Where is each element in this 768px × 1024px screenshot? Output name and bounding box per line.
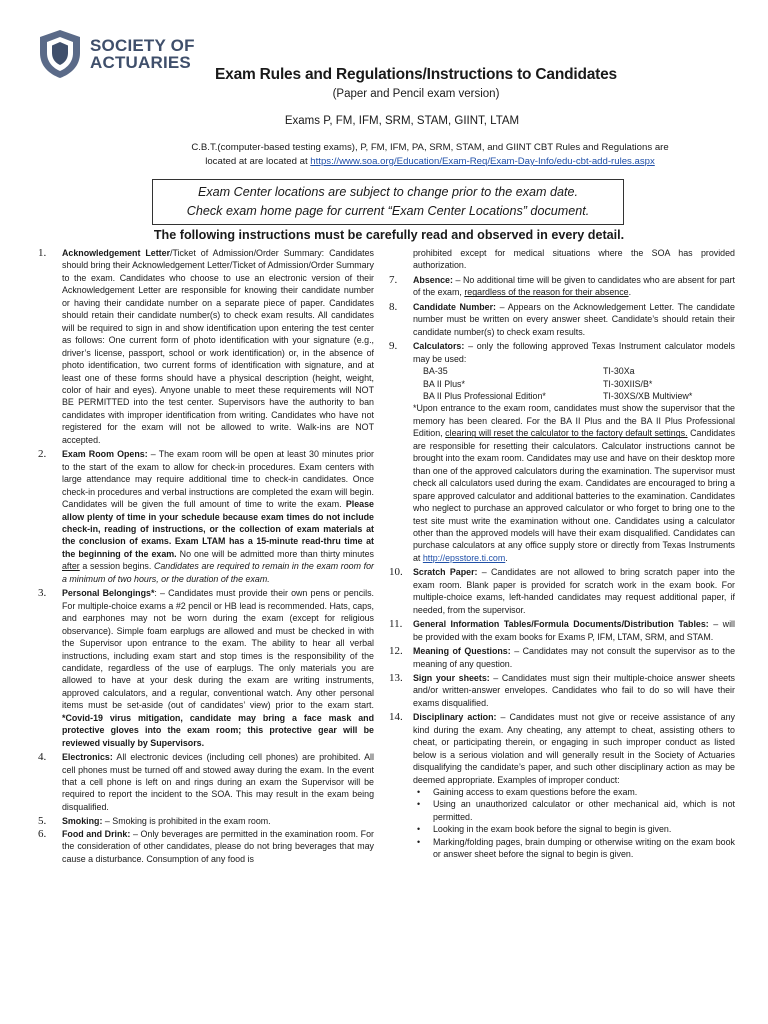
logo-line-1: SOCIETY OF bbox=[90, 36, 195, 55]
cbt-note bbox=[170, 141, 690, 169]
exam-center-notice bbox=[152, 179, 624, 225]
rule-title: Scratch Paper: bbox=[413, 567, 478, 578]
rule-title: Disciplinary action: bbox=[413, 712, 497, 723]
list-item-text: Looking in the exam book before the signal to begin is given. bbox=[433, 824, 672, 835]
cbt-rules-link[interactable]: https://www.soa.org/Education/Exam-Req/Exam-Day-Info/edu-cbt-add-rules.aspx bbox=[310, 156, 655, 167]
rule-body-continued: prohibited except for medical situations where the SOA has provided authorization. bbox=[413, 248, 735, 271]
rule-body: a session begins. bbox=[79, 561, 154, 572]
list-item-text: Marking/folding pages, brain dumping or otherwise writing on the exam book or answer sheet before the signal to begin is given. bbox=[433, 836, 735, 860]
rule-item bbox=[389, 340, 735, 564]
notice-line-1: Exam Center locations are subject to change prior to the exam date. bbox=[197, 185, 579, 199]
rule-text bbox=[62, 587, 374, 749]
rule-text bbox=[413, 645, 735, 670]
rule-underline: after bbox=[62, 561, 80, 572]
rule-title: Candidate Number: bbox=[413, 301, 497, 312]
right-column bbox=[389, 247, 735, 861]
rule-item bbox=[38, 828, 374, 865]
rule-number: 13. bbox=[389, 671, 403, 684]
cbt-note-prefix: located at are located at bbox=[205, 156, 311, 167]
rule-title: Electronics: bbox=[62, 752, 113, 763]
rule-number: 5. bbox=[38, 815, 47, 828]
rule-italic: Candidates are required to remain in the exam room for a minimum of two hours, or the duration of the exam. bbox=[62, 561, 374, 584]
rule-title: Absence: bbox=[413, 274, 453, 285]
rule-body: – only the following approved Texas Instrument calculator models may be used: bbox=[413, 341, 735, 364]
rule-number: 1. bbox=[38, 247, 47, 259]
rule-title: Acknowledgement Letter bbox=[62, 248, 171, 258]
rule-body: – Only beverages are permitted in the examination room. For the consideration of other candidates, please do not bring beverages that may cause a disturbance. Consumption of any food is bbox=[62, 828, 374, 864]
rule-body: – will be provided with the exam books for Exams P, IFM, LTAM, SRM, and STAM. bbox=[413, 619, 735, 642]
rule-text bbox=[413, 672, 735, 709]
page-title: Exam Rules and Regulations/Instructions to Candidates bbox=[215, 66, 617, 83]
rule-title: Calculators: bbox=[413, 341, 465, 352]
rule-body: *Upon entrance to the exam room, candidates must show the supervisor that the memory has been cleared. For the BA II Plus and the BA II Plus Professional Edition, bbox=[413, 403, 735, 439]
bullet-icon: • bbox=[417, 787, 421, 798]
rule-number: 12. bbox=[389, 645, 403, 658]
rule-title: Sign your sheets: bbox=[413, 672, 490, 683]
rule-number: 2. bbox=[38, 448, 47, 461]
rule-body: – Candidates must not give or receive assistance of any kind during the exam. Any cheating, any attempt to cheat, assisting others to cheat, or participating therein, or engaging in such improper conduct as listed below is a serious violation and will generally result in the Society of Actuaries disqualifying the candidate’s paper, and such other disciplinary action as may be deemed appropriate. Examples of improper conduct: bbox=[413, 712, 735, 785]
rule-number: 14. bbox=[389, 711, 403, 724]
calculator-model: TI-30XS/XB Multiview* bbox=[603, 390, 693, 401]
cbt-note-line-1: C.B.T.(computer-based testing exams), P, FM, IFM, PA, SRM, STAM, and GIINT CBT Rules and Regulations are bbox=[191, 142, 669, 153]
rule-text bbox=[62, 247, 374, 446]
rule-item bbox=[389, 566, 735, 616]
rule-number: 8. bbox=[389, 300, 398, 313]
rule-body: Candidates are responsible for resetting their calculators. Calculator instructions cannot be brought into the exam room. Candidates may use and have on their desktop more than one of the approved calculators during the examination. The supervisor must check all calculators used during the exam. Candidates are encouraged to bring a spare approved calculator and additional batteries to the examination. Candidates who neglect to purchase an approved calculator or who forget to bring one to the test site must write the examination without one. Candidates using a calculator other than the approved models will have their exam disqualified. Candidates can purchase calculators at any office supply store or directly from Texas Instruments at bbox=[413, 428, 736, 563]
ti-store-link[interactable]: http://epsstore.ti.com bbox=[422, 552, 506, 563]
rule-body: All electronic devices (including cell phones) are prohibited. All cell phones must be turned off and stowed away during the exam. In the event that a cell phone is left on and rings during an exam the Supervisor will be required to report the incident to the SOA. This may result in the exam being disqualified. bbox=[62, 752, 374, 812]
calculator-model: BA II Plus* bbox=[423, 378, 465, 389]
rule-item bbox=[389, 672, 735, 709]
rule-body: – Candidates must sign their multiple-choice answer sheets and/or written-answer envelopes. Candidates who fail to do so will have their exams disqualified. bbox=[413, 672, 735, 708]
rule-item bbox=[389, 711, 735, 860]
rule-item bbox=[38, 751, 374, 813]
rule-title: Smoking: bbox=[62, 816, 103, 827]
rule-body: – Candidates may not consult the supervisor as to the meaning of any question. bbox=[413, 646, 736, 669]
list-item-text: Using an unauthorized calculator or other mechanical aid, which is not permitted. bbox=[433, 799, 735, 822]
bullet-icon: • bbox=[417, 836, 421, 847]
rule-number: 3. bbox=[38, 587, 47, 600]
cbt-note-line-2 bbox=[170, 155, 690, 169]
calculator-model: BA-35 bbox=[423, 366, 448, 377]
rule-item bbox=[38, 815, 374, 827]
rule-title: Personal Belongings bbox=[62, 588, 151, 599]
rule-underline: clearing will reset the calculator to the factory default settings. bbox=[445, 428, 688, 439]
rule-body: No one will be admitted more than thirty minutes bbox=[176, 548, 374, 559]
rule-body: – Appears on the Acknowledgement Letter. The candidate number must be written on every answer sheet. Candidate’s should retain their candidate number(s) to check exam results. bbox=[413, 301, 735, 337]
rule-item bbox=[389, 645, 735, 670]
rule-text bbox=[413, 618, 735, 643]
instructions-lead: The following instructions must be carefully read and observed in every detail. bbox=[153, 228, 625, 242]
rule-text bbox=[62, 751, 374, 813]
rule-text bbox=[413, 711, 735, 860]
rule-body: . bbox=[505, 552, 508, 563]
rule-text bbox=[62, 828, 374, 865]
rule-text bbox=[413, 301, 735, 338]
left-column bbox=[38, 247, 374, 865]
rule-number: 11. bbox=[389, 618, 403, 631]
rule-number: 4. bbox=[38, 751, 47, 764]
exam-list: Exams P, FM, IFM, SRM, STAM, GIINT, LTAM bbox=[284, 115, 520, 127]
rule-body: – Smoking is prohibited in the exam room. bbox=[102, 816, 271, 827]
page-subtitle: (Paper and Pencil exam version) bbox=[332, 88, 500, 100]
rule-body: – The exam room will be open at least 30 minutes prior to the start of the exam to allow for check-in procedures. Exam centers with large attendance may require additional time to check-in candidates. Once check-in procedures and verbal instructions are completed the exam will begin. Candidates will be given the full amount of time to write the exam. bbox=[62, 449, 374, 510]
list-item-text: Gaining access to exam questions before the exam. bbox=[433, 787, 638, 798]
rule-title: Meaning of Questions: bbox=[413, 646, 511, 657]
rule-emphasis: Please allow plenty of time in your schedule because exam times do not include check-in, reading of instructions, or the collection of exam materials at the conclusion of exams. Exam LTAM has a 15-minute read-thru time at the beginning of the exam. bbox=[62, 499, 374, 559]
notice-line-2: Check exam home page for current “Exam Center Locations” document. bbox=[186, 204, 590, 218]
rule-item bbox=[38, 448, 374, 585]
rule-underline: regardless of the reason for their absence bbox=[464, 287, 629, 298]
rule-number: 10. bbox=[389, 566, 403, 579]
rule-title: General Information Tables/Formula Documents/Distribution Tables: bbox=[413, 619, 709, 630]
rule-number: 7. bbox=[389, 273, 398, 286]
rule-number: 6. bbox=[38, 827, 47, 840]
rule-body: /Ticket of Admission/Order Summary: Candidates should bring their Acknowledgement Letter/Ticket of Admission/Order Summary to the exam. Candidates who choose to use an electronic version of their Acknowledgement Letter are responsible for knowing their candidate number or having their candidate number on a separate piece of paper. Candidates should retain their candidate number(s) to check exam results. All candidates will be required to sign in and show identification upon entering the test center as follows: One current form of photo identification with your signature (e.g., driver’s license, passport, school or work identification) or, in the absence of photo identification, two current forms of identification with signature, and at least one of these forms should have a physical description (height, weight, color of hair and eyes). Anyone unable to meet these requirements will NOT BE PERMITTED into the test center. Supervisors have the authority to ban candidates with improper identification from writing. Candidates who have not registered for the exam will not be allowed to write. Walk-ins are NOT accepted. bbox=[62, 248, 374, 445]
rule-text bbox=[413, 566, 735, 616]
rule-item bbox=[389, 274, 735, 299]
rule-item bbox=[389, 301, 735, 338]
rule-text bbox=[62, 448, 374, 585]
rule-body: – Candidates are not allowed to bring scratch paper into the exam room. Blank paper is provided for scratch work in the exam book. For multiple-choice exams, left-handed candidates may request additional paper, if needed, from the supervisor. bbox=[413, 567, 735, 615]
calculator-model: TI-30XIIS/B* bbox=[603, 378, 653, 389]
calculator-model: TI-30Xa bbox=[603, 366, 635, 377]
rule-body: . bbox=[628, 287, 632, 298]
list-item bbox=[413, 798, 735, 823]
rule-number: 9. bbox=[389, 340, 398, 353]
calculator-list bbox=[413, 365, 735, 402]
rule-emphasis: *Covid-19 virus mitigation, candidate may bring a face mask and protective gloves into the exam room; this protective gear will be reviewed visually by Supervisors. bbox=[62, 712, 374, 748]
list-item bbox=[413, 823, 735, 835]
rule-body: – No additional time will be given to candidates who are absent for part of the exam, bbox=[413, 274, 735, 298]
rule-mark: * bbox=[150, 588, 155, 599]
rule-item bbox=[389, 618, 735, 643]
rule-item bbox=[38, 587, 374, 749]
rule-text bbox=[413, 274, 735, 299]
list-item bbox=[413, 786, 735, 798]
bullet-icon: • bbox=[417, 799, 421, 810]
logo-line-2: ACTUARIES bbox=[90, 53, 191, 72]
bullet-icon: • bbox=[417, 824, 421, 835]
rule-text bbox=[62, 815, 374, 827]
rule-item bbox=[38, 247, 374, 446]
rule-title: Exam Room Opens: bbox=[62, 449, 148, 460]
list-item bbox=[413, 836, 735, 861]
rule-body: : – Candidates must provide their own pens or pencils. For multiple-choice exams a #2 pencil or HB lead is recommended. Hats, caps, and earphones may not be worn during the exam (except for religious observance). Simple foam earplugs are allowed and must be checked in with the Supervisor upon entrance to the exam. The ability to hear all verbal instructions, including exam start and stop times is the responsibility of the candidate, regardless of the use of earplugs. The only materials you are allowed to have at your desk during the exam are writing instruments, approved calculators, and a regular, conventional watch. Any other personal items must be set-aside (out of candidates’ view) prior to the exam start. bbox=[62, 588, 374, 711]
rule-item-continued bbox=[389, 247, 735, 272]
rule-number-spacer bbox=[389, 247, 413, 272]
improper-conduct-list bbox=[413, 786, 735, 861]
rule-text bbox=[413, 340, 735, 564]
rule-title: Food and Drink: bbox=[62, 828, 131, 839]
calculator-model: BA II Plus Professional Edition* bbox=[423, 390, 546, 401]
